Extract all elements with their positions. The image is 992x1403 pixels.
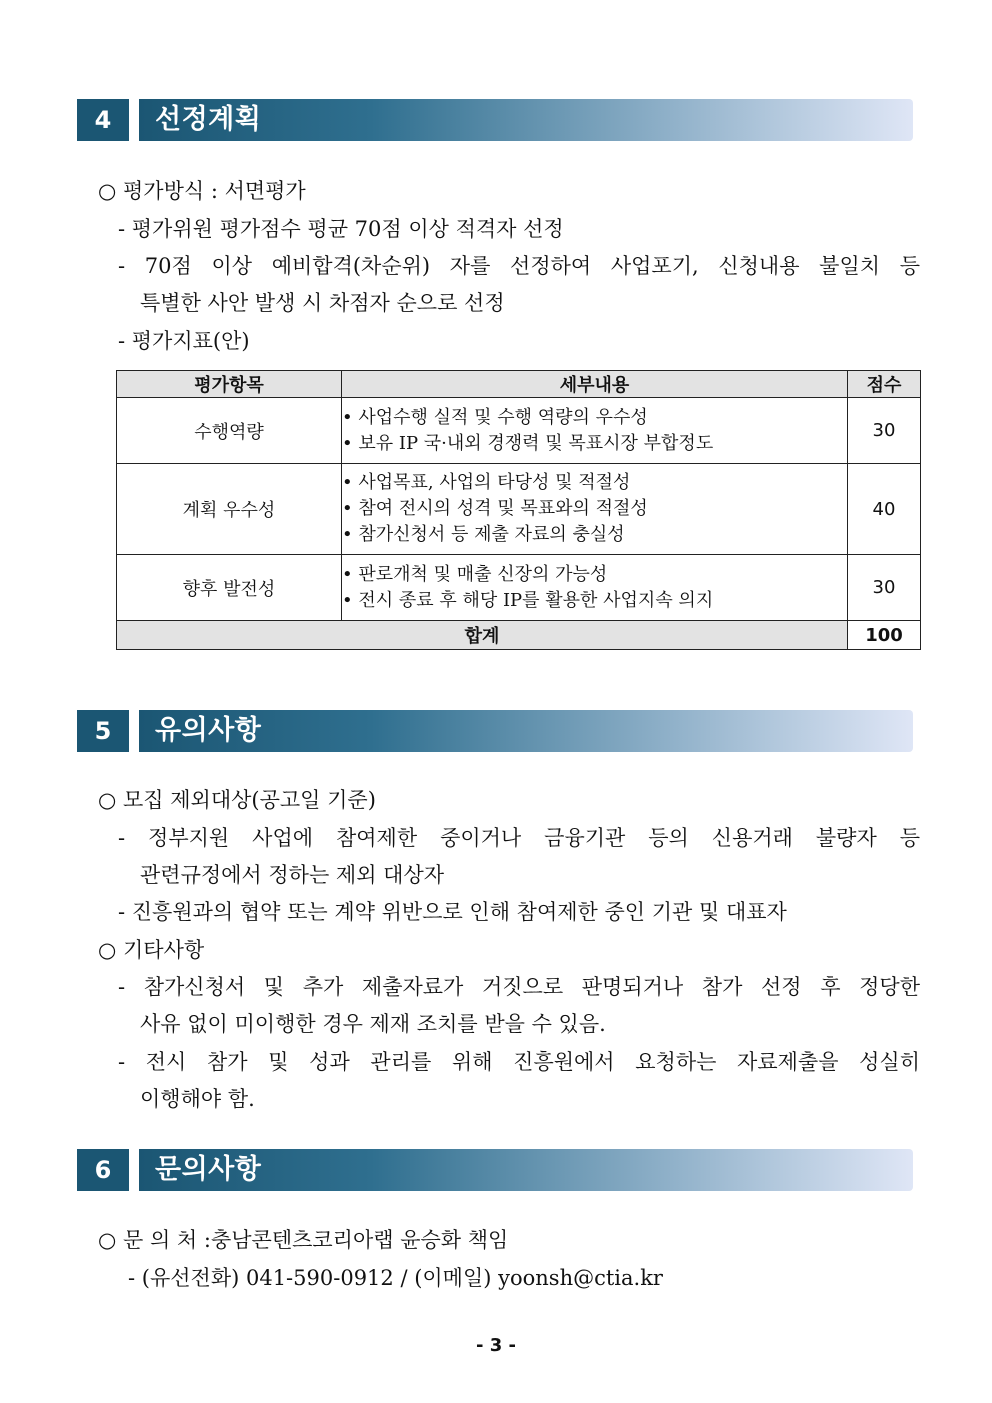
table-row [117, 398, 921, 464]
section-header-6 [77, 1149, 913, 1191]
table-row [117, 555, 921, 621]
row-details [342, 464, 848, 555]
exclusion-detail-2: - 진흥원과의 협약 또는 계약 위반으로 인해 참여제한 중인 기관 및 대표자 [118, 900, 787, 924]
detail-line: • 참여 전시의 성격 및 목표와의 적절성 [342, 498, 648, 519]
total-score: 100 [848, 621, 921, 650]
table-total-row [117, 621, 921, 650]
exclusion-detail-1: - 정부지원 사업에 참여제한 중이거나 금융기관 등의 신용거래 불량자 등 [118, 826, 920, 850]
other-detail-2-cont: 이행해야 함. [140, 1087, 255, 1111]
other-notes-line: ○ 기타사항 [98, 938, 205, 962]
row-details [342, 555, 848, 621]
detail-line: • 사업목표, 사업의 타당성 및 적절성 [342, 472, 631, 493]
section-title-bar [139, 710, 913, 752]
other-detail-2: - 전시 참가 및 성과 관리를 위해 진흥원에서 요청하는 자료제출을 성실히 [118, 1050, 920, 1074]
row-score: 40 [848, 464, 921, 555]
section-title: 선정계획 [155, 104, 262, 135]
detail-line: • 사업수행 실적 및 수행 역량의 우수성 [342, 406, 648, 428]
eval-criteria-line: - 평가위원 평가점수 평균 70점 이상 적격자 선정 [118, 217, 564, 241]
detail-line: • 보유 IP 국·내외 경쟁력 및 목표시장 부합정도 [342, 432, 714, 454]
detail-line: • 전시 종료 후 해당 IP를 활용한 사업지속 의지 [342, 589, 714, 611]
eval-method-line: ○ 평가방식 : 서면평가 [98, 179, 306, 203]
detail-line: • 판로개척 및 매출 신장의 가능성 [342, 563, 608, 585]
section-header-4 [77, 99, 913, 141]
detail-line: • 참가신청서 등 제출 자료의 충실성 [342, 524, 625, 545]
evaluation-table [116, 370, 921, 650]
section-number: 5 [77, 710, 129, 752]
contact-line: ○ 문 의 처 :충남콘텐츠코리아랩 윤승화 책임 [98, 1228, 509, 1252]
section-number: 4 [77, 99, 129, 141]
contact-detail: - (유선전화) 041-590-0912 / (이메일) yoonsh@ctia.kr [128, 1266, 663, 1290]
section-title-bar [139, 1149, 913, 1191]
total-label: 합계 [117, 621, 848, 650]
section-header-5 [77, 710, 913, 752]
header-details: 세부내용 [342, 371, 848, 398]
other-detail-1: - 참가신청서 및 추가 제출자료가 거짓으로 판명되거나 참가 선정 후 정당한 [118, 975, 920, 999]
header-score: 점수 [848, 371, 921, 398]
row-score: 30 [848, 555, 921, 621]
row-item: 향후 발전성 [117, 555, 342, 621]
exclusion-line: ○ 모집 제외대상(공고일 기준) [98, 788, 376, 812]
section-title: 유의사항 [155, 715, 262, 746]
row-item: 계획 우수성 [117, 464, 342, 555]
section-number: 6 [77, 1149, 129, 1191]
exclusion-detail-1-cont: 관련규정에서 정하는 제외 대상자 [140, 863, 445, 887]
section-title-bar [139, 99, 913, 141]
row-item: 수행역량 [117, 398, 342, 464]
eval-index-line: - 평가지표(안) [118, 329, 250, 353]
table-header-row [117, 371, 921, 398]
reserve-selection-line: - 70점 이상 예비합격(차순위) 자를 선정하여 사업포기, 신청내용 불일치 등 [118, 254, 920, 278]
section-title: 문의사항 [155, 1154, 262, 1185]
other-detail-1-cont: 사유 없이 미이행한 경우 제재 조치를 받을 수 있음. [140, 1012, 606, 1036]
page-number: - 3 - [476, 1335, 516, 1356]
reserve-selection-cont: 특별한 사안 발생 시 차점자 순으로 선정 [140, 291, 505, 315]
row-score: 30 [848, 398, 921, 464]
header-item: 평가항목 [117, 371, 342, 398]
row-details [342, 398, 848, 464]
table-row [117, 464, 921, 555]
